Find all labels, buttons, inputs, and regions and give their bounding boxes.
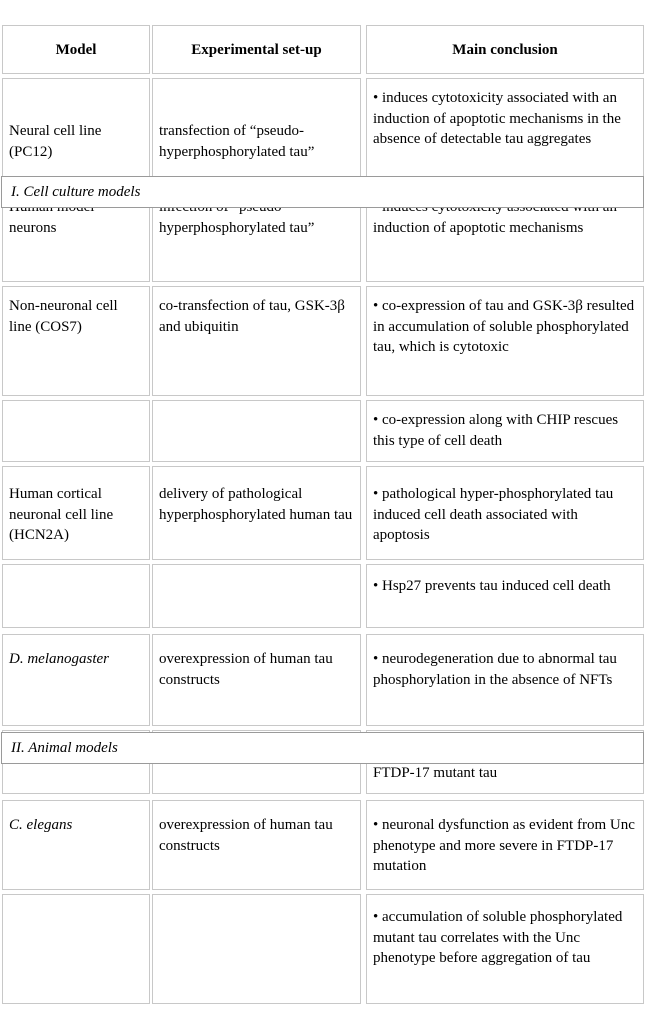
table-cell-setup: co-transfection of tau, GSK-3β and ubiquitin xyxy=(152,286,361,396)
header-model: Model xyxy=(2,25,150,74)
table-cell-model: C. elegans xyxy=(2,800,150,890)
table-cell-conclusion: • accumulation of soluble phosphorylated mutant tau correlates with the Unc phenotype before aggregation of tau xyxy=(366,894,644,1004)
table-cell-conclusion: • neurodegeneration due to abnormal tau phosphorylation in the absence of NFTs xyxy=(366,634,644,726)
table-cell-conclusion: • co-expression of tau and GSK-3β resulted in accumulation of soluble phosphorylated tau, which is cytotoxic xyxy=(366,286,644,396)
table-cell-setup: overexpression of human tau constructs xyxy=(152,634,361,726)
table-cell-model: Human cortical neuronal cell line (HCN2A) xyxy=(2,466,150,560)
table-cell-setup: overexpression of human tau constructs xyxy=(152,800,361,890)
table-cell-model xyxy=(2,400,150,462)
table-cell-setup xyxy=(152,564,361,628)
table-cell-conclusion: • induces cytotoxicity associated with an induction of apoptotic mechanisms in the absence of detectable tau aggregates xyxy=(366,78,644,182)
header-conclusion: Main conclusion xyxy=(366,25,644,74)
section-heading-animal: II. Animal models xyxy=(1,732,644,764)
header-setup: Experimental set-up xyxy=(152,25,361,74)
table-cell-setup xyxy=(152,400,361,462)
table-cell-model: D. melanogaster xyxy=(2,634,150,726)
table-cell-setup xyxy=(152,894,361,1004)
table-cell-conclusion: induction of apoptotic mechanisms xyxy=(366,186,644,282)
table-cell-conclusion: • Hsp27 prevents tau induced cell death xyxy=(366,564,644,628)
table-cell-model xyxy=(2,564,150,628)
table-cell-model: neurons xyxy=(2,186,150,282)
section-heading-cell-culture: I. Cell culture models xyxy=(1,176,644,208)
table-cell-model xyxy=(2,894,150,1004)
table-cell-setup: delivery of pathological hyperphosphorylated human tau xyxy=(152,466,361,560)
table-cell-conclusion: • pathological hyper-phosphorylated tau induced cell death associated with apoptosis xyxy=(366,466,644,560)
table-cell-setup: transfection of “pseudo-hyperphosphorylated tau” xyxy=(152,78,361,182)
table-cell-model: Neural cell line (PC12) xyxy=(2,78,150,182)
table-cell-conclusion: • neuronal dysfunction as evident from Unc phenotype and more severe in FTDP-17 mutation xyxy=(366,800,644,890)
table-cell-conclusion: • co-expression along with CHIP rescues this type of cell death xyxy=(366,400,644,462)
table-cell-setup: hyperphosphorylated tau” xyxy=(152,186,361,282)
table-cell-model: Non-neuronal cell line (COS7) xyxy=(2,286,150,396)
table-cell-conclusion: FTDP-17 mutant tau xyxy=(366,730,644,794)
